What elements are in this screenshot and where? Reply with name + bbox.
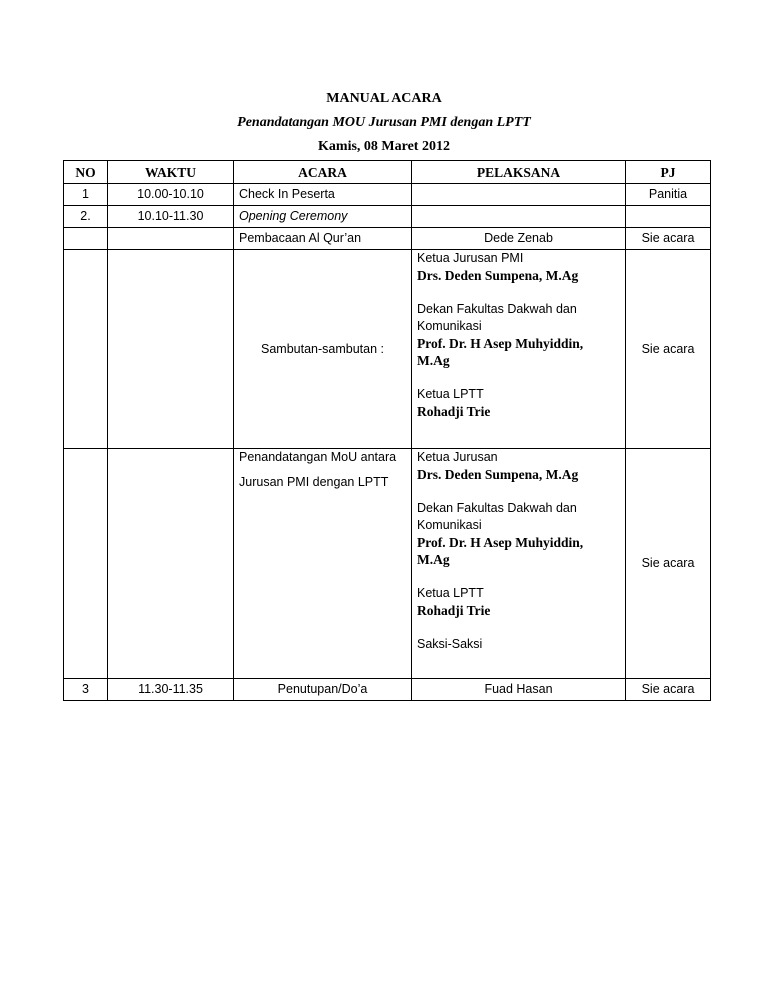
speaker-role: Saksi-Saksi bbox=[417, 637, 483, 651]
cell-pelaksana bbox=[412, 250, 626, 449]
cell-no bbox=[64, 250, 108, 449]
document-subtitle: Penandatangan MOU Jurusan PMI dengan LPTT bbox=[237, 115, 531, 130]
table-row bbox=[64, 679, 711, 701]
cell-pelaksana bbox=[412, 184, 626, 206]
cell-waktu: 10.00-10.10 bbox=[108, 184, 234, 206]
speaker-role: Dekan Fakultas Dakwah dan bbox=[417, 302, 577, 316]
cell-no: 3 bbox=[64, 679, 108, 701]
cell-pelaksana: Dede Zenab bbox=[412, 228, 626, 250]
cell-waktu: 11.30-11.35 bbox=[108, 679, 234, 701]
cell-waktu bbox=[108, 449, 234, 679]
document-date: Kamis, 08 Maret 2012 bbox=[318, 139, 450, 154]
speaker-name: Prof. Dr. H Asep Muhyiddin, bbox=[417, 336, 584, 351]
speaker-name: M.Ag bbox=[417, 353, 450, 368]
speaker-role: Dekan Fakultas Dakwah dan bbox=[417, 501, 577, 515]
cell-acara: Opening Ceremony bbox=[234, 206, 412, 228]
speaker-role: Ketua Jurusan bbox=[417, 450, 498, 464]
cell-no: 2. bbox=[64, 206, 108, 228]
table-row bbox=[64, 250, 711, 449]
column-header-pj: PJ bbox=[626, 161, 711, 184]
speaker-role: Ketua LPTT bbox=[417, 387, 484, 401]
column-header-pelaksana: PELAKSANA bbox=[412, 161, 626, 184]
speaker-name: Drs. Deden Sumpena, M.Ag bbox=[417, 467, 579, 482]
column-header-acara: ACARA bbox=[234, 161, 412, 184]
table-row bbox=[64, 449, 711, 679]
column-header-no: NO bbox=[64, 161, 108, 184]
agenda-table bbox=[63, 160, 711, 701]
speaker-name: Rohadji Trie bbox=[417, 603, 491, 618]
acara-line: Penandatangan MoU antara bbox=[239, 450, 397, 464]
speaker-role: Komunikasi bbox=[417, 319, 482, 333]
table-row bbox=[64, 228, 711, 250]
cell-pj: Sie acara bbox=[626, 250, 711, 449]
cell-no bbox=[64, 228, 108, 250]
document-title: MANUAL ACARA bbox=[326, 91, 442, 106]
cell-acara bbox=[234, 449, 412, 679]
cell-pj: Sie acara bbox=[626, 228, 711, 250]
cell-waktu bbox=[108, 228, 234, 250]
speaker-role: Ketua LPTT bbox=[417, 586, 484, 600]
cell-pelaksana bbox=[412, 449, 626, 679]
cell-pelaksana: Fuad Hasan bbox=[412, 679, 626, 701]
table-row bbox=[64, 184, 711, 206]
cell-pj: Sie acara bbox=[626, 449, 711, 679]
cell-pj: Sie acara bbox=[626, 679, 711, 701]
cell-pj: Panitia bbox=[626, 184, 711, 206]
cell-acara: Penutupan/Do’a bbox=[234, 679, 412, 701]
table-row bbox=[64, 206, 711, 228]
column-header-waktu: WAKTU bbox=[108, 161, 234, 184]
cell-waktu: 10.10-11.30 bbox=[108, 206, 234, 228]
cell-waktu bbox=[108, 250, 234, 449]
table-header-row bbox=[64, 161, 711, 184]
cell-acara: Check In Peserta bbox=[234, 184, 412, 206]
speaker-name: Rohadji Trie bbox=[417, 404, 491, 419]
speaker-name: Prof. Dr. H Asep Muhyiddin, bbox=[417, 535, 584, 550]
cell-no: 1 bbox=[64, 184, 108, 206]
speaker-name: M.Ag bbox=[417, 552, 450, 567]
cell-pelaksana bbox=[412, 206, 626, 228]
speaker-name: Drs. Deden Sumpena, M.Ag bbox=[417, 268, 579, 283]
cell-acara: Sambutan-sambutan : bbox=[234, 250, 412, 449]
cell-acara: Pembacaan Al Qur’an bbox=[234, 228, 412, 250]
cell-pj bbox=[626, 206, 711, 228]
speaker-role: Ketua Jurusan PMI bbox=[417, 251, 524, 265]
cell-no bbox=[64, 449, 108, 679]
speaker-role: Komunikasi bbox=[417, 518, 482, 532]
acara-line: Jurusan PMI dengan LPTT bbox=[239, 475, 389, 489]
